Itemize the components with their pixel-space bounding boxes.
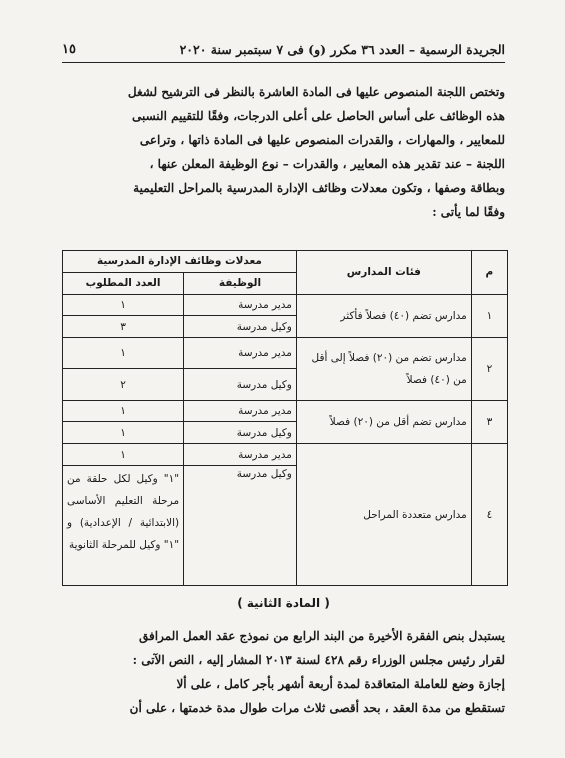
row-job: مدير مدرسة xyxy=(184,338,297,369)
row-num: ١ xyxy=(471,294,507,338)
table-row xyxy=(63,338,508,369)
row-count: ٣ xyxy=(63,316,184,338)
paragraph-line: هذه الوظائف على أساس الحاصل على أعلى الدرجات، وفقًا للتقييم النسبى xyxy=(131,109,505,123)
table-header-row xyxy=(63,251,508,273)
page-header xyxy=(62,36,505,63)
row-num: ٣ xyxy=(471,400,507,444)
col-num-header: م xyxy=(471,251,507,295)
row-category: مدارس تضم من (٢٠) فصلاً إلى أقل من (٤٠) فصلاً xyxy=(296,338,471,401)
paragraph-line: للمعايير ، والمهارات ، والقدرات المنصوص عليها فى المادة ذاتها ، وتراعى xyxy=(139,133,505,147)
paragraph-line: وفقًا لما يأتى : xyxy=(432,205,505,219)
row-job: مدير مدرسة xyxy=(184,294,297,316)
row-count: ١ xyxy=(63,444,184,466)
row-count-note: "١" وكيل لكل حلقة من مرحلة التعليم الأساسى (الابتدائية / الإعدادية) و "١" وكيل للمرحلة الثانوية xyxy=(63,466,184,586)
row-category: مدارس تضم أقل من (٢٠) فصلاً xyxy=(296,400,471,444)
row-count: ١ xyxy=(63,400,184,422)
row-count: ١ xyxy=(63,422,184,444)
paragraph-line: وبطاقة وصفها ، وتكون معدلات وظائف الإدارة المدرسية بالمراحل التعليمية xyxy=(133,181,505,195)
row-job: مدير مدرسة xyxy=(184,400,297,422)
paragraph-line: وتختص اللجنة المنصوص عليها فى المادة العاشرة بالنظر فى الترشيح لشغل xyxy=(127,85,505,99)
row-count: ٢ xyxy=(63,369,184,400)
row-job: وكيل مدرسة xyxy=(184,422,297,444)
row-count: ١ xyxy=(63,294,184,316)
col-count-header: العدد المطلوب xyxy=(63,272,184,294)
paragraph-1 xyxy=(62,80,505,224)
row-count: ١ xyxy=(63,338,184,369)
paragraph-line: يستبدل بنص الفقرة الأخيرة من البند الرابع من نموذج عقد العمل المرافق xyxy=(139,629,505,643)
col-job-header: الوظيفة xyxy=(184,272,297,294)
school-admin-table xyxy=(62,250,508,586)
row-job: وكيل مدرسة xyxy=(184,316,297,338)
paragraph-line: إجازة وضع للعاملة المتعاقدة لمدة أربعة أشهر بأجر كامل ، على ألا xyxy=(176,677,505,691)
row-job: مدير مدرسة xyxy=(184,444,297,466)
table-row xyxy=(63,444,508,466)
row-job: وكيل مدرسة xyxy=(184,369,297,400)
table-row xyxy=(63,294,508,316)
paragraph-line: لقرار رئيس مجلس الوزراء رقم ٤٢٨ لسنة ٢٠١٣ المشار إليه ، النص الآتى : xyxy=(132,653,505,667)
row-category: مدارس تضم (٤٠) فصلاً فأكثر xyxy=(296,294,471,338)
header-title: الجريدة الرسمية – العدد ٣٦ مكرر (و) فى ٧ سبتمبر سنة ٢٠٢٠ xyxy=(179,41,505,57)
paragraph-2 xyxy=(62,624,505,720)
row-category: مدارس متعددة المراحل xyxy=(296,444,471,586)
row-num: ٢ xyxy=(471,338,507,401)
col-group-header: معدلات وظائف الإدارة المدرسية xyxy=(63,251,297,273)
col-category-header: فئات المدارس xyxy=(296,251,471,295)
row-num: ٤ xyxy=(471,444,507,586)
row-job: وكيل مدرسة xyxy=(184,466,297,586)
page-number: ١٥ xyxy=(62,41,76,57)
paragraph-line: اللجنة – عند تقدير هذه المعايير ، والقدرات – نوع الوظيفة المعلن عنها ، xyxy=(149,157,505,171)
article-title: ( المادة الثانية ) xyxy=(237,596,330,610)
table-row xyxy=(63,400,508,422)
paragraph-line: تستقطع من مدة العقد ، بحد أقصى ثلاث مرات طوال مدة خدمتها ، على أن xyxy=(129,701,505,715)
